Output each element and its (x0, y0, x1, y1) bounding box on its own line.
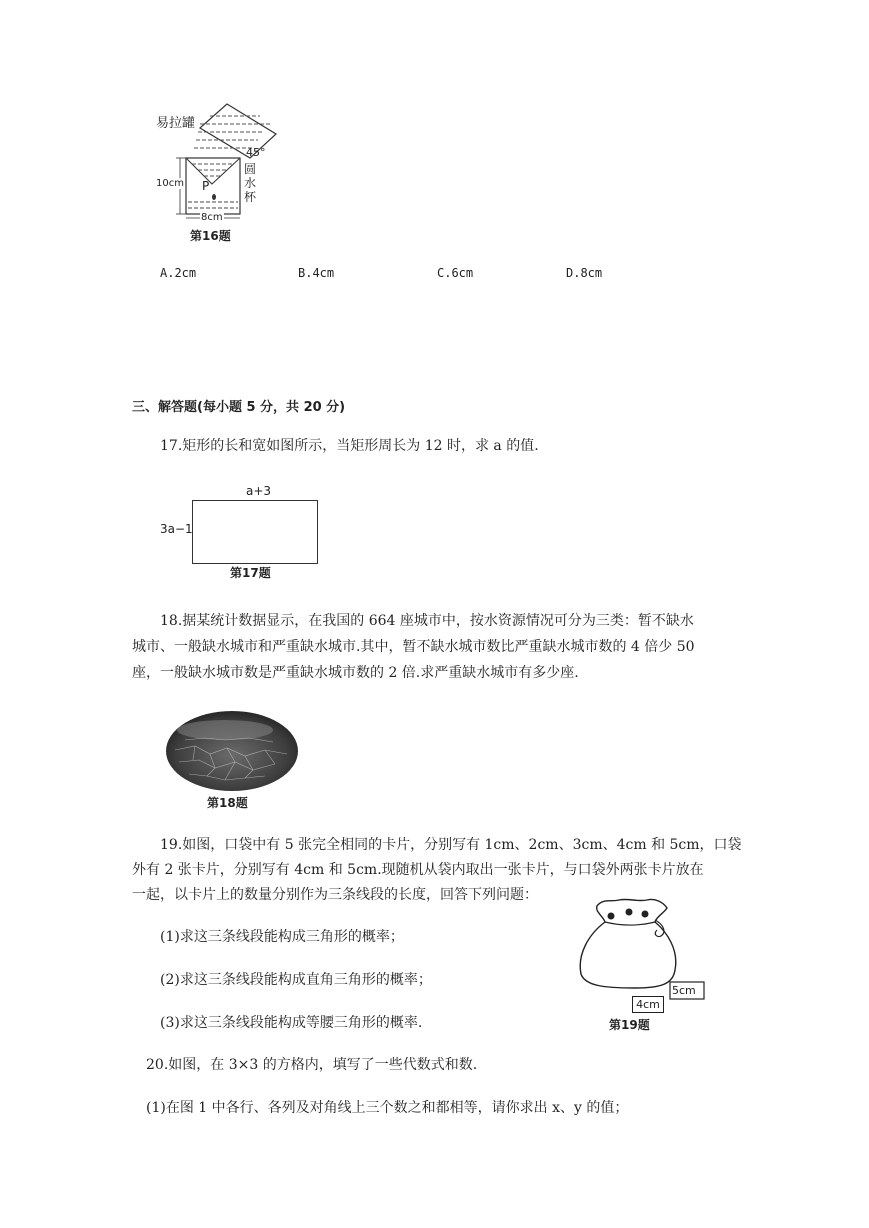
fig18-caption: 第18题 (207, 796, 248, 810)
fig17-top-label: a+3 (246, 484, 272, 498)
figure-18 (165, 710, 300, 810)
fig19-card-5cm: 5cm (672, 984, 696, 997)
q19-line-2: 外有 2 张卡片，分别写有 4cm 和 5cm.现随机从袋内取出一张卡片，与口袋外两张卡片放在 (132, 862, 704, 878)
q18-line-1: 18.据某统计数据显示，在我国的 664 座城市中，按水资源情况可分为三类：暂不缺水 (160, 613, 694, 629)
fig16-p-label: P (202, 179, 210, 193)
fig19-caption: 第19题 (609, 1018, 650, 1032)
q17-text: 17.矩形的长和宽如图所示，当矩形周长为 12 时，求 a 的值. (160, 438, 539, 454)
figure-17 (160, 484, 330, 584)
q20-text: 20.如图，在 3×3 的方格内，填写了一些代数式和数. (146, 1057, 478, 1073)
fig16-angle-label: 45° (246, 146, 266, 159)
fig18-drought-image (165, 710, 300, 792)
q19-line-3: 一起，以卡片上的数量分别作为三条线段的长度，回答下列问题： (132, 887, 538, 903)
section-3-heading: 三、解答题(每小题 5 分，共 20 分) (132, 400, 346, 415)
fig16-cup-label: 圆水杯 (244, 162, 257, 204)
fig16-can-label: 易拉罐 (156, 116, 196, 131)
figure-19 (575, 892, 715, 1038)
q16-option-d: D.8cm (566, 266, 603, 280)
fig19-card-4cm: 4cm (632, 996, 664, 1013)
fig17-rectangle (192, 500, 318, 564)
fig16-width-label: 8cm (201, 212, 223, 223)
q19-sub-2: (2)求这三条线段能构成直角三角形的概率； (160, 972, 432, 988)
figure-16 (156, 100, 280, 250)
q19-line-1: 19.如图，口袋中有 5 张完全相同的卡片，分别写有 1cm、2cm、3cm、4cm 和 5cm，口袋 (160, 837, 742, 853)
q19-sub-1: (1)求这三条线段能构成三角形的概率； (160, 929, 404, 945)
q18-line-2: 城市、一般缺水城市和严重缺水城市.其中，暂不缺水城市数比严重缺水城市数的 4 倍少 50 (132, 639, 695, 655)
fig16-height-label: 10cm (156, 178, 184, 189)
q18-line-3: 座，一般缺水城市数是严重缺水城市数的 2 倍.求严重缺水城市有多少座. (132, 665, 579, 681)
q19-sub-3: (3)求这三条线段能构成等腰三角形的概率. (160, 1015, 423, 1031)
fig16-caption: 第16题 (190, 229, 231, 243)
q20-sub-1: (1)在图 1 中各行、各列及对角线上三个数之和都相等，请你求出 x、y 的值； (146, 1100, 629, 1116)
q16-option-a: A.2cm (160, 266, 197, 280)
fig17-left-label: 3a−1 (160, 522, 193, 536)
q16-option-c: C.6cm (437, 266, 474, 280)
fig17-caption: 第17题 (230, 566, 271, 580)
q16-option-b: B.4cm (298, 266, 335, 280)
